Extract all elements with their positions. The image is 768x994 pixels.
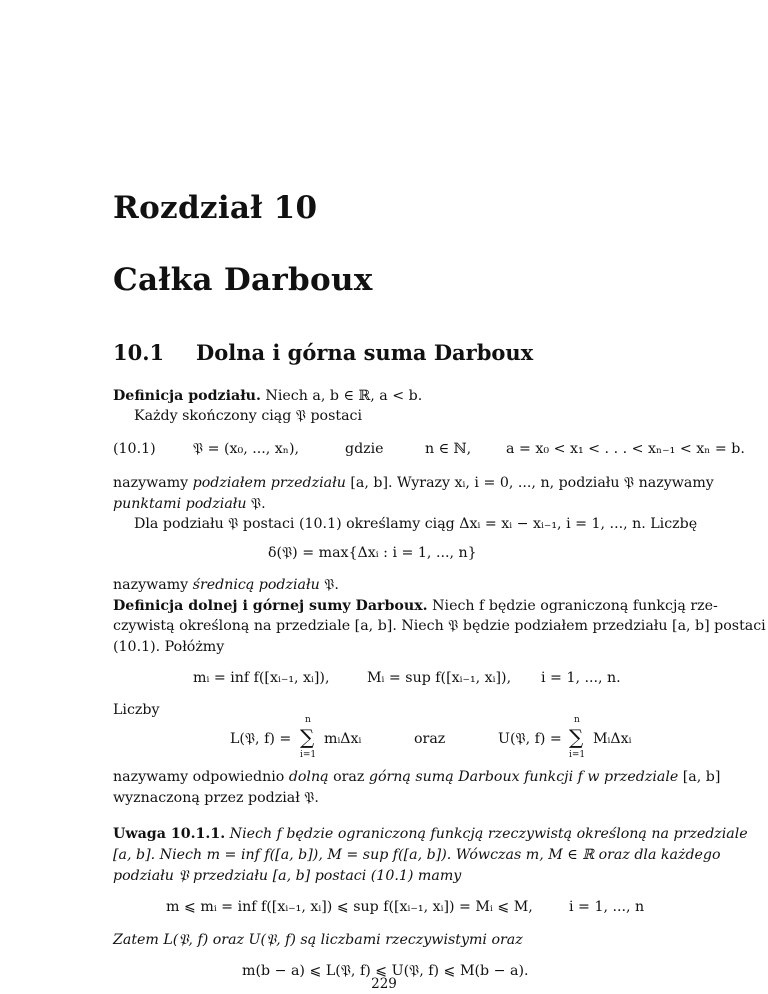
chapter-title: Całka Darboux — [113, 262, 373, 298]
def-sums-line1 — [113, 596, 718, 617]
liczby-label: Liczby — [113, 702, 160, 718]
def-partition-line4 — [113, 494, 266, 515]
equation-partition: 𝔓 = (x₀, ..., xₙ), — [193, 441, 299, 457]
text: nazywamy — [113, 577, 193, 593]
text: nazywamy — [113, 475, 193, 491]
remark-equation-1: m ⩽ mᵢ = inf f([xᵢ₋₁, xᵢ]) ⩽ sup f([xᵢ₋₁, xᵢ]) = Mᵢ ⩽ M, — [166, 899, 533, 915]
term-srednica-podzialu: średnicą podziału — [192, 577, 320, 593]
text: 𝔓. — [319, 577, 339, 593]
upper-sum-left: U(𝔓, f) = — [498, 731, 562, 747]
text: Niech f będzie ograniczoną funkcją rzeczywistą określoną na przedziale — [225, 826, 748, 842]
term-gorna-suma: górną sumą Darboux funkcji f w przedziale — [368, 769, 679, 785]
remark-line4: Zatem L(𝔓, f) oraz U(𝔓, f) są liczbami rzeczywistymi oraz — [113, 932, 523, 948]
remark-equation-1-index: i = 1, ..., n — [569, 899, 645, 915]
upper-sum-upper-limit: n — [574, 715, 580, 725]
term-dolna: dolną — [288, 769, 329, 785]
equation-number: (10.1) — [113, 441, 156, 457]
equation-n: n ∈ ℕ, — [425, 441, 472, 457]
upper-sum-term: MᵢΔxᵢ — [593, 731, 632, 747]
def-sums-heading: Definicja dolnej i górnej sumy Darboux. — [113, 598, 428, 614]
term-podzial-przedzialu: podziałem przedziału — [192, 475, 346, 491]
def-sums-line5: wyznaczoną przez podział 𝔓. — [113, 790, 319, 806]
text: oraz — [328, 769, 369, 785]
def-partition-heading: Definicja podziału. — [113, 388, 261, 404]
def-sums-line2: czywistą określoną na przedziale [a, b]. Niech 𝔓 będzie podziałem przedziału [a, b] postaci — [113, 618, 766, 634]
def-partition-line2: Każdy skończony ciąg 𝔓 postaci — [134, 408, 363, 424]
term-punkty-podzialu: punktami podziału — [113, 496, 247, 512]
def-sums-line4 — [113, 767, 720, 788]
text: 𝔓. — [246, 496, 266, 512]
lower-sum-upper-limit: n — [305, 715, 311, 725]
text: Niech f będzie ograniczoną funkcją rze- — [427, 598, 718, 614]
def-partition-line1 — [113, 386, 422, 407]
lower-sum-left: L(𝔓, f) = — [230, 731, 292, 747]
remark-equation-2: m(b − a) ⩽ L(𝔓, f) ⩽ U(𝔓, f) ⩽ M(b − a). — [242, 963, 529, 979]
chapter-label: Rozdział 10 — [113, 190, 318, 226]
def-sums-line3: (10.1). Połóżmy — [113, 639, 225, 655]
page-number: 229 — [371, 976, 397, 992]
equation-M-i: Mᵢ = sup f([xᵢ₋₁, xᵢ]), — [367, 670, 512, 686]
section-title: Dolna i górna suma Darboux — [196, 340, 534, 365]
upper-sum-lower-limit: i=1 — [569, 750, 586, 760]
def-partition-line6 — [113, 575, 339, 596]
upper-sum-sigma: ∑ — [569, 725, 584, 749]
def-partition-line3 — [113, 473, 714, 494]
remark-heading: Uwaga 10.1.1. — [113, 826, 226, 842]
text: nazywamy odpowiednio — [113, 769, 289, 785]
lower-sum-term: mᵢΔxᵢ — [324, 731, 362, 747]
def-partition-line5: Dla podziału 𝔓 postaci (10.1) określamy ciąg Δxᵢ = xᵢ − xᵢ₋₁, i = 1, ..., n. Liczbę — [134, 516, 698, 532]
remark-line1 — [113, 824, 748, 845]
def-partition-intro: Niech a, b ∈ ℝ, a < b. — [260, 388, 423, 404]
equation-order: a = x₀ < x₁ < . . . < xₙ₋₁ < xₙ = b. — [506, 441, 745, 457]
lower-sum-lower-limit: i=1 — [300, 750, 317, 760]
remark-line2: [a, b]. Niech m = inf f([a, b]), M = sup f([a, b]). Wówczas m, M ∈ ℝ oraz dla każdego — [113, 847, 721, 863]
oraz-label: oraz — [414, 731, 446, 747]
equation-gdzie: gdzie — [345, 441, 384, 457]
text: [a, b]. Wyrazy xᵢ, i = 0, ..., n, podziału 𝔓 nazywamy — [345, 475, 714, 491]
remark-line3: podziału 𝔓 przedziału [a, b] postaci (10.1) mamy — [113, 868, 462, 884]
equation-delta: δ(𝔓) = max{Δxᵢ : i = 1, ..., n} — [268, 545, 477, 561]
equation-m-i: mᵢ = inf f([xᵢ₋₁, xᵢ]), — [193, 670, 330, 686]
equation-index: i = 1, ..., n. — [541, 670, 621, 686]
lower-sum-sigma: ∑ — [300, 725, 315, 749]
section-number: 10.1 — [113, 340, 165, 365]
text: [a, b] — [678, 769, 721, 785]
